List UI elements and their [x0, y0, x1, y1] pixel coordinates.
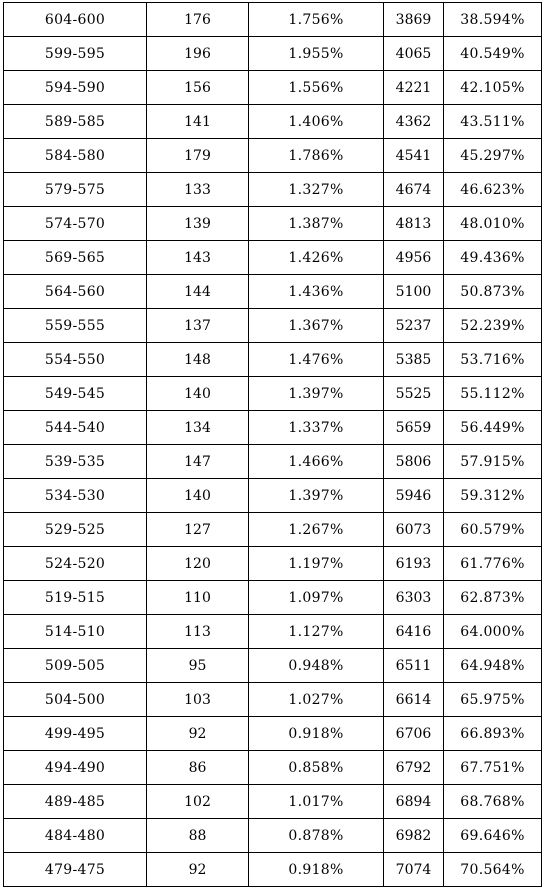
score-range-cell: 599-595 [4, 37, 147, 71]
percent-cell: 1.127% [249, 615, 384, 649]
cumulative-count-cell: 5806 [384, 445, 444, 479]
percent-cell: 1.466% [249, 445, 384, 479]
count-cell: 134 [147, 411, 249, 445]
score-range-cell: 584-580 [4, 139, 147, 173]
score-range-cell: 574-570 [4, 207, 147, 241]
score-range-cell: 594-590 [4, 71, 147, 105]
cumulative-count-cell: 5237 [384, 309, 444, 343]
table-row [4, 581, 542, 615]
table-row [4, 649, 542, 683]
score-range-cell: 524-520 [4, 547, 147, 581]
cumulative-percent-cell: 59.312% [444, 479, 542, 513]
count-cell: 103 [147, 683, 249, 717]
cumulative-percent-cell: 40.549% [444, 37, 542, 71]
count-cell: 92 [147, 853, 249, 887]
score-range-cell: 559-555 [4, 309, 147, 343]
cumulative-count-cell: 3869 [384, 3, 444, 37]
score-range-cell: 479-475 [4, 853, 147, 887]
cumulative-count-cell: 6614 [384, 683, 444, 717]
score-range-cell: 549-545 [4, 377, 147, 411]
count-cell: 147 [147, 445, 249, 479]
score-range-cell: 554-550 [4, 343, 147, 377]
count-cell: 137 [147, 309, 249, 343]
count-cell: 143 [147, 241, 249, 275]
cumulative-percent-cell: 62.873% [444, 581, 542, 615]
percent-cell: 1.955% [249, 37, 384, 71]
percent-cell: 0.948% [249, 649, 384, 683]
percent-cell: 1.337% [249, 411, 384, 445]
table-row [4, 241, 542, 275]
cumulative-percent-cell: 45.297% [444, 139, 542, 173]
score-range-cell: 529-525 [4, 513, 147, 547]
table-row [4, 377, 542, 411]
score-range-cell: 534-530 [4, 479, 147, 513]
table-row [4, 411, 542, 445]
count-cell: 148 [147, 343, 249, 377]
count-cell: 156 [147, 71, 249, 105]
count-cell: 139 [147, 207, 249, 241]
cumulative-count-cell: 5100 [384, 275, 444, 309]
table-row [4, 819, 542, 853]
table-row [4, 615, 542, 649]
percent-cell: 1.397% [249, 479, 384, 513]
score-range-cell: 589-585 [4, 105, 147, 139]
cumulative-count-cell: 4674 [384, 173, 444, 207]
cumulative-percent-cell: 69.646% [444, 819, 542, 853]
count-cell: 88 [147, 819, 249, 853]
count-cell: 127 [147, 513, 249, 547]
cumulative-count-cell: 6303 [384, 581, 444, 615]
cumulative-count-cell: 4221 [384, 71, 444, 105]
percent-cell: 0.918% [249, 853, 384, 887]
percent-cell: 1.027% [249, 683, 384, 717]
table-row [4, 343, 542, 377]
table-row [4, 683, 542, 717]
score-range-cell: 514-510 [4, 615, 147, 649]
count-cell: 176 [147, 3, 249, 37]
score-range-cell: 564-560 [4, 275, 147, 309]
table-row [4, 309, 542, 343]
table-row [4, 3, 542, 37]
table-row [4, 853, 542, 887]
cumulative-count-cell: 6982 [384, 819, 444, 853]
table-row [4, 71, 542, 105]
cumulative-count-cell: 5946 [384, 479, 444, 513]
cumulative-percent-cell: 49.436% [444, 241, 542, 275]
percent-cell: 1.406% [249, 105, 384, 139]
cumulative-percent-cell: 68.768% [444, 785, 542, 819]
cumulative-percent-cell: 65.975% [444, 683, 542, 717]
percent-cell: 1.556% [249, 71, 384, 105]
table-row [4, 513, 542, 547]
count-cell: 140 [147, 479, 249, 513]
score-range-cell: 579-575 [4, 173, 147, 207]
percent-cell: 1.756% [249, 3, 384, 37]
score-range-cell: 509-505 [4, 649, 147, 683]
cumulative-percent-cell: 56.449% [444, 411, 542, 445]
cumulative-percent-cell: 48.010% [444, 207, 542, 241]
count-cell: 140 [147, 377, 249, 411]
cumulative-count-cell: 5525 [384, 377, 444, 411]
percent-cell: 0.858% [249, 751, 384, 785]
count-cell: 120 [147, 547, 249, 581]
count-cell: 102 [147, 785, 249, 819]
percent-cell: 1.367% [249, 309, 384, 343]
score-range-cell: 504-500 [4, 683, 147, 717]
cumulative-count-cell: 6193 [384, 547, 444, 581]
cumulative-percent-cell: 57.915% [444, 445, 542, 479]
cumulative-count-cell: 6511 [384, 649, 444, 683]
cumulative-percent-cell: 64.948% [444, 649, 542, 683]
score-range-cell: 489-485 [4, 785, 147, 819]
percent-cell: 0.878% [249, 819, 384, 853]
score-range-cell: 494-490 [4, 751, 147, 785]
cumulative-count-cell: 4541 [384, 139, 444, 173]
percent-cell: 1.097% [249, 581, 384, 615]
percent-cell: 1.426% [249, 241, 384, 275]
score-range-cell: 569-565 [4, 241, 147, 275]
score-distribution-table [3, 2, 542, 887]
cumulative-count-cell: 4065 [384, 37, 444, 71]
table-row [4, 207, 542, 241]
percent-cell: 1.387% [249, 207, 384, 241]
table-row [4, 445, 542, 479]
percent-cell: 1.327% [249, 173, 384, 207]
count-cell: 133 [147, 173, 249, 207]
score-range-cell: 604-600 [4, 3, 147, 37]
table-row [4, 173, 542, 207]
cumulative-percent-cell: 38.594% [444, 3, 542, 37]
cumulative-percent-cell: 52.239% [444, 309, 542, 343]
cumulative-count-cell: 4956 [384, 241, 444, 275]
cumulative-percent-cell: 64.000% [444, 615, 542, 649]
table-row [4, 785, 542, 819]
count-cell: 92 [147, 717, 249, 751]
cumulative-count-cell: 4362 [384, 105, 444, 139]
score-range-cell: 544-540 [4, 411, 147, 445]
score-range-cell: 519-515 [4, 581, 147, 615]
cumulative-percent-cell: 50.873% [444, 275, 542, 309]
cumulative-count-cell: 7074 [384, 853, 444, 887]
count-cell: 86 [147, 751, 249, 785]
percent-cell: 1.017% [249, 785, 384, 819]
cumulative-percent-cell: 43.511% [444, 105, 542, 139]
score-range-cell: 539-535 [4, 445, 147, 479]
cumulative-count-cell: 6792 [384, 751, 444, 785]
percent-cell: 1.397% [249, 377, 384, 411]
cumulative-count-cell: 6894 [384, 785, 444, 819]
table-body [4, 3, 542, 887]
table-row [4, 751, 542, 785]
table-row [4, 275, 542, 309]
table-row [4, 139, 542, 173]
cumulative-count-cell: 5659 [384, 411, 444, 445]
count-cell: 110 [147, 581, 249, 615]
cumulative-percent-cell: 67.751% [444, 751, 542, 785]
cumulative-count-cell: 6706 [384, 717, 444, 751]
table-row [4, 37, 542, 71]
table-row [4, 105, 542, 139]
table-row [4, 479, 542, 513]
cumulative-percent-cell: 55.112% [444, 377, 542, 411]
count-cell: 95 [147, 649, 249, 683]
cumulative-percent-cell: 70.564% [444, 853, 542, 887]
cumulative-count-cell: 6073 [384, 513, 444, 547]
score-range-cell: 499-495 [4, 717, 147, 751]
cumulative-percent-cell: 53.716% [444, 343, 542, 377]
percent-cell: 0.918% [249, 717, 384, 751]
count-cell: 141 [147, 105, 249, 139]
count-cell: 113 [147, 615, 249, 649]
table-row [4, 547, 542, 581]
percent-cell: 1.786% [249, 139, 384, 173]
cumulative-percent-cell: 46.623% [444, 173, 542, 207]
count-cell: 179 [147, 139, 249, 173]
cumulative-percent-cell: 60.579% [444, 513, 542, 547]
percent-cell: 1.476% [249, 343, 384, 377]
cumulative-count-cell: 6416 [384, 615, 444, 649]
cumulative-percent-cell: 42.105% [444, 71, 542, 105]
percent-cell: 1.436% [249, 275, 384, 309]
cumulative-count-cell: 5385 [384, 343, 444, 377]
cumulative-percent-cell: 61.776% [444, 547, 542, 581]
count-cell: 196 [147, 37, 249, 71]
cumulative-percent-cell: 66.893% [444, 717, 542, 751]
table-row [4, 717, 542, 751]
score-range-cell: 484-480 [4, 819, 147, 853]
percent-cell: 1.267% [249, 513, 384, 547]
percent-cell: 1.197% [249, 547, 384, 581]
count-cell: 144 [147, 275, 249, 309]
cumulative-count-cell: 4813 [384, 207, 444, 241]
